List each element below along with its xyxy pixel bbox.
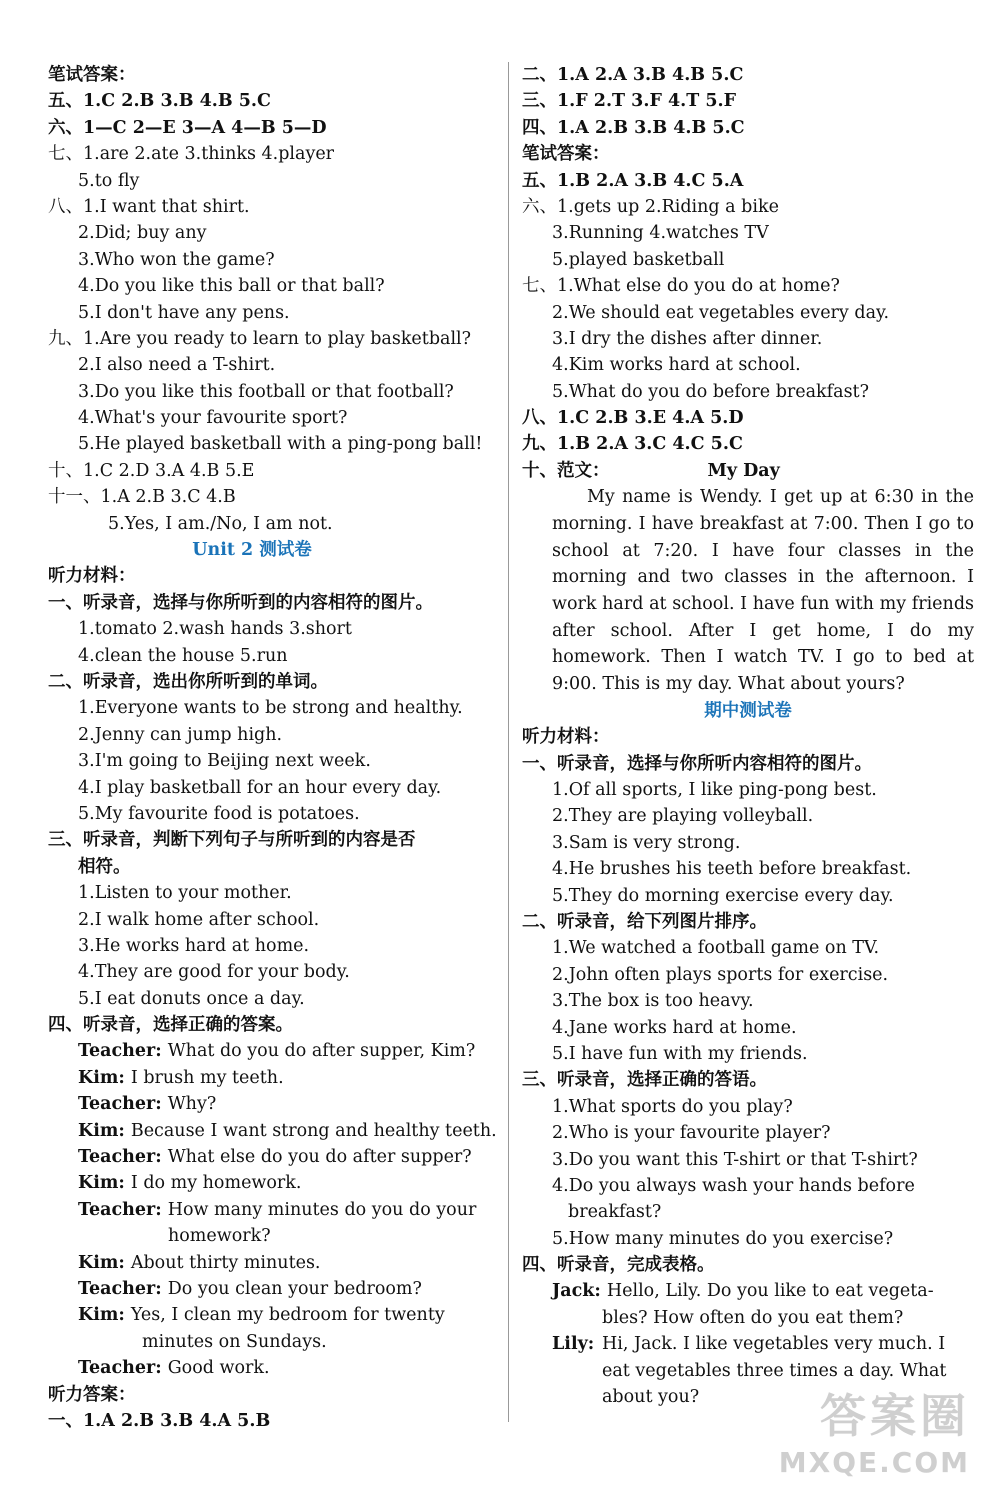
text-line: 5.My favourite food is potatoes. bbox=[78, 803, 360, 824]
text-line: 3.Do you like this football or that football? bbox=[78, 381, 454, 402]
speaker-name: Teacher: bbox=[78, 1147, 162, 1168]
text-line: 九、1.Are you ready to learn to play basketball? bbox=[48, 328, 472, 349]
text-line: 一、听录音，选择与你所听到的内容相符的图片。 bbox=[48, 592, 433, 613]
dialog-line bbox=[48, 1038, 496, 1064]
watermark-url: MXQE.COM bbox=[778, 1446, 970, 1479]
text-line: 1.Everyone wants to be strong and healthy. bbox=[78, 698, 463, 719]
dialog-line bbox=[48, 1065, 496, 1091]
text-line: 四、听录音，选择正确的答案。 bbox=[48, 1015, 293, 1036]
dialog-line bbox=[48, 1276, 496, 1302]
section-title: Unit 2 测试卷 bbox=[192, 540, 312, 561]
dialog-text: bles? How often do you eat them? bbox=[602, 1307, 904, 1328]
dialog-line bbox=[522, 1331, 974, 1357]
speaker-name: Jack: bbox=[552, 1281, 601, 1302]
text-line: 三、1.F 2.T 3.F 4.T 5.F bbox=[522, 91, 737, 112]
text-line: 4.Do you like this ball or that ball? bbox=[78, 276, 385, 297]
text-line: 三、听录音，选择正确的答语。 bbox=[522, 1070, 767, 1091]
text-line: 2.We should eat vegetables every day. bbox=[552, 302, 890, 323]
text-line: 3.I dry the dishes after dinner. bbox=[552, 328, 823, 349]
dialog-line bbox=[48, 1170, 496, 1196]
dialog-text: I do my homework. bbox=[130, 1173, 302, 1194]
text-line: 九、1.B 2.A 3.C 4.C 5.C bbox=[522, 434, 743, 455]
text-line: 听力答案： bbox=[48, 1384, 136, 1405]
dialog-line bbox=[48, 1302, 496, 1328]
text-line: 听力材料： bbox=[48, 566, 136, 587]
speaker-name: Teacher: bbox=[78, 1199, 162, 1220]
dialog-text: What do you do after supper, Kim? bbox=[167, 1041, 476, 1062]
speaker-name: Kim: bbox=[78, 1305, 125, 1326]
text-line: 笔试答案： bbox=[48, 65, 136, 85]
speaker-name: Kim: bbox=[78, 1173, 125, 1194]
essay-title: My Day bbox=[707, 460, 780, 481]
text-line: 五、1.C 2.B 3.B 4.B 5.C bbox=[48, 91, 271, 112]
text-line: 3.The box is too heavy. bbox=[552, 991, 754, 1012]
speaker-name: Kim: bbox=[78, 1252, 125, 1273]
dialog-text: Do you clean your bedroom? bbox=[167, 1278, 422, 1299]
dialog-text: Hello, Lily. Do you like to eat vegeta- bbox=[606, 1281, 934, 1302]
text-line: 2.Did; buy any bbox=[78, 223, 207, 244]
column-divider bbox=[508, 62, 509, 1422]
text-line: 十、1.C 2.D 3.A 4.B 5.E bbox=[48, 460, 255, 481]
dialog-text: I brush my teeth. bbox=[130, 1067, 284, 1088]
text-line: 2.John often plays sports for exercise. bbox=[552, 964, 889, 985]
text-line: 5.I eat donuts once a day. bbox=[78, 988, 305, 1009]
text-line: 1.Of all sports, I like ping-pong best. bbox=[552, 780, 877, 801]
text-line: 4.clean the house 5.run bbox=[78, 645, 288, 666]
dialog-text: Why? bbox=[167, 1094, 217, 1115]
dialog-line bbox=[48, 1329, 496, 1355]
text-line: 二、听录音，选出你所听到的单词。 bbox=[48, 671, 328, 692]
text-line: 3.Who won the game? bbox=[78, 249, 275, 270]
dialog-line bbox=[522, 1305, 974, 1331]
dialog-text: Hi, Jack. I like vegetables very much. I bbox=[602, 1334, 946, 1355]
text-line: 5.I don't have any pens. bbox=[78, 302, 290, 323]
text-line: 5.They do morning exercise every day. bbox=[552, 885, 894, 906]
dialog-text: minutes on Sundays. bbox=[142, 1331, 327, 1352]
dialog-text: Good work. bbox=[167, 1358, 270, 1379]
text-line: 5.He played basketball with a ping-pong ball! bbox=[78, 434, 483, 455]
dialog-line bbox=[48, 1197, 496, 1223]
text-line: 2.Who is your favourite player? bbox=[552, 1123, 831, 1144]
dialog-line bbox=[48, 1355, 496, 1381]
text-line: 六、1.gets up 2.Riding a bike bbox=[522, 196, 779, 217]
text-line: 3.I'm going to Beijing next week. bbox=[78, 751, 371, 772]
text-line: 笔试答案： bbox=[522, 144, 610, 165]
dialog-text: homework? bbox=[168, 1226, 271, 1247]
dialog-text: About thirty minutes. bbox=[130, 1252, 321, 1273]
text-line: 八、1.C 2.B 3.E 4.A 5.D bbox=[522, 408, 744, 429]
text-line: 5.I have fun with my friends. bbox=[552, 1043, 808, 1064]
text-line: 八、1.I want that shirt. bbox=[48, 196, 250, 217]
text-line: 4.What's your favourite sport? bbox=[78, 408, 348, 429]
text-line: 3.Running 4.watches TV bbox=[552, 223, 769, 244]
text-line: breakfast? bbox=[568, 1202, 662, 1223]
dialog-text: eat vegetables three times a day. What bbox=[602, 1360, 947, 1381]
text-line: 七、1.are 2.ate 3.thinks 4.player bbox=[48, 144, 335, 165]
dialog-line bbox=[48, 1091, 496, 1117]
text-line: 二、1.A 2.A 3.B 4.B 5.C bbox=[522, 65, 744, 85]
text-line: 4.They are good for your body. bbox=[78, 962, 350, 983]
right-column bbox=[522, 62, 974, 1410]
text-line: 3.Do you want this T-shirt or that T-shirt? bbox=[552, 1149, 918, 1170]
text-line: 5.Yes, I am./No, I am not. bbox=[108, 513, 333, 534]
text-line: 2.Jenny can jump high. bbox=[78, 724, 283, 745]
dialog-line bbox=[522, 1278, 974, 1304]
text-line: 四、1.A 2.B 3.B 4.B 5.C bbox=[522, 117, 745, 138]
text-line: 4.Jane works hard at home. bbox=[552, 1017, 797, 1038]
text-line: 1.tomato 2.wash hands 3.short bbox=[78, 619, 352, 640]
speaker-name: Kim: bbox=[78, 1120, 125, 1141]
dialog-text: What else do you do after supper? bbox=[167, 1147, 472, 1168]
text-line: 五、1.B 2.A 3.B 4.C 5.A bbox=[522, 170, 744, 191]
section-title: 期中测试卷 bbox=[704, 700, 792, 721]
text-line: 2.I also need a T-shirt. bbox=[78, 355, 276, 376]
speaker-name: Teacher: bbox=[78, 1094, 162, 1115]
text-line: 4.He brushes his teeth before breakfast. bbox=[552, 859, 912, 880]
speaker-name: Teacher: bbox=[78, 1041, 162, 1062]
text-line: 5.What do you do before breakfast? bbox=[552, 381, 869, 402]
dialog-text: Yes, I clean my bedroom for twenty bbox=[130, 1305, 445, 1326]
speaker-name: Kim: bbox=[78, 1067, 125, 1088]
speaker-name: Lily: bbox=[552, 1334, 595, 1355]
text-line: 七、1.What else do you do at home? bbox=[522, 276, 840, 297]
text-line: 听力材料： bbox=[522, 727, 610, 748]
dialog-text: How many minutes do you do your bbox=[167, 1199, 477, 1220]
text-line: 3.He works hard at home. bbox=[78, 935, 310, 956]
text-line: 3.Sam is very strong. bbox=[552, 832, 741, 853]
watermark-text: 答案圈 bbox=[820, 1389, 970, 1443]
speaker-name: Teacher: bbox=[78, 1278, 162, 1299]
text-line: 4.Do you always wash your hands before bbox=[552, 1175, 915, 1196]
text-line: 三、听录音，判断下列句子与所听到的内容是否 bbox=[48, 830, 416, 851]
text-line: 4.I play basketball for an hour every day. bbox=[78, 777, 442, 798]
text-line: 六、1—C 2—E 3—A 4—B 5—D bbox=[48, 117, 327, 138]
text-line: 相符。 bbox=[78, 856, 131, 877]
text-line: 2.They are playing volleyball. bbox=[552, 806, 814, 827]
text-line: 1.We watched a football game on TV. bbox=[552, 938, 880, 959]
text-line: 2.I walk home after school. bbox=[78, 909, 320, 930]
dialog-line bbox=[48, 1223, 496, 1249]
essay-body: My name is Wendy. I get up at 6:30 in the morning. I have breakfast at 7:00. Then I go to school at 7:20. I have four classes in the morning and two classes in the afternoon. I work hard at school. I have fun with my friends after school. After I get home, I do my homework. Then I watch TV. I go to bed at 9:00. This is my day. What about yours? bbox=[552, 487, 974, 695]
text-line: 5.to fly bbox=[78, 170, 140, 191]
text-line: 二、听录音，给下列图片排序。 bbox=[522, 912, 767, 932]
watermark-logo bbox=[779, 1380, 970, 1479]
speaker-name: Teacher: bbox=[78, 1358, 162, 1379]
text-line: 5.How many minutes do you exercise? bbox=[552, 1228, 894, 1249]
dialog-line bbox=[48, 1250, 496, 1276]
text-line: 四、听录音，完成表格。 bbox=[522, 1255, 715, 1276]
text-line: 5.played basketball bbox=[552, 249, 725, 270]
text-line: 一、1.A 2.B 3.B 4.A 5.B bbox=[48, 1410, 271, 1431]
essay-label: 十、范文： bbox=[522, 460, 610, 481]
text-line: 一、听录音，选择与你所听内容相符的图片。 bbox=[522, 753, 872, 774]
dialog-text: Because I want strong and healthy teeth. bbox=[130, 1120, 497, 1141]
text-line: 4.Kim works hard at school. bbox=[552, 355, 801, 376]
text-line: 十一、1.A 2.B 3.C 4.B bbox=[48, 487, 236, 508]
dialog-line bbox=[48, 1118, 496, 1144]
dialog-text: about you? bbox=[602, 1387, 700, 1408]
essay-heading bbox=[522, 458, 974, 484]
text-line: 1.What sports do you play? bbox=[552, 1096, 793, 1117]
dialog-line bbox=[48, 1144, 496, 1170]
text-line: 1.Listen to your mother. bbox=[78, 883, 292, 904]
left-column bbox=[48, 62, 496, 1434]
